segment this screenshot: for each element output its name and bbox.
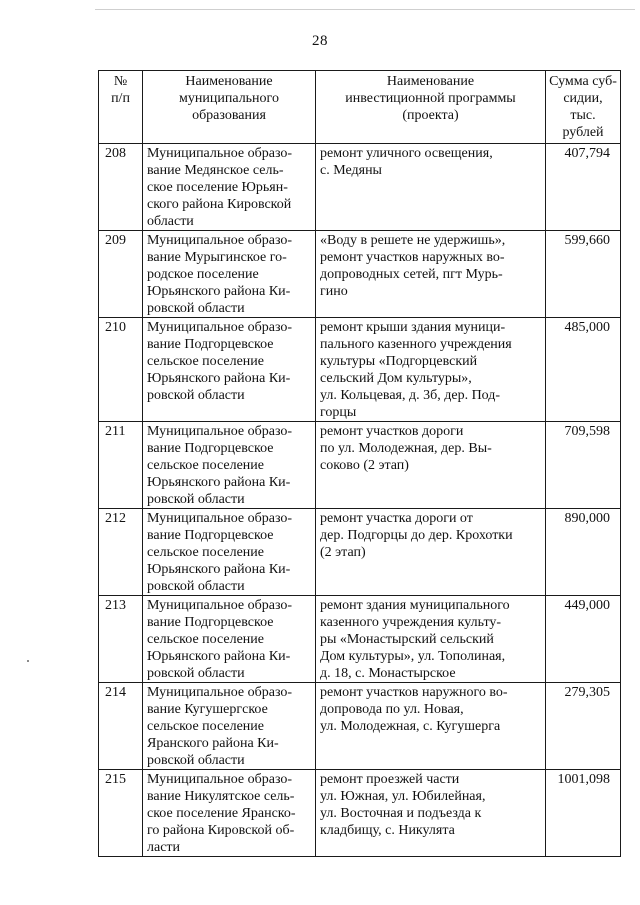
subsidy-table [98, 70, 621, 857]
project-cell: ремонт участков дороги по ул. Молодежная, дер. Вы- соково (2 этап) [316, 422, 546, 509]
table-row [99, 422, 621, 509]
table-row [99, 596, 621, 683]
subsidy-amount: 890,000 [546, 509, 621, 596]
municipality-cell: Муниципальное образо- вание Мурыгинское го- родское поселение Юрьянского района Ки- ровской области [143, 231, 316, 318]
municipality-cell: Муниципальное образо- вание Кугушергское сельское поселение Яранского района Ки- ровской области [143, 683, 316, 770]
municipality-cell: Муниципальное образо- вание Подгорцевское сельское поселение Юрьянского района Ки- ровской области [143, 509, 316, 596]
row-number: 211 [99, 422, 143, 509]
table-row [99, 144, 621, 231]
subsidy-amount: 449,000 [546, 596, 621, 683]
header-num: № п/п [99, 71, 143, 144]
subsidy-amount: 279,305 [546, 683, 621, 770]
subsidy-amount: 599,660 [546, 231, 621, 318]
municipality-cell: Муниципальное образо- вание Подгорцевское сельское поселение Юрьянского района Ки- ровской области [143, 422, 316, 509]
table-row [99, 318, 621, 422]
project-cell: ремонт крыши здания муници- пального казенного учреждения культуры «Подгорцевский сельский Дом культуры», ул. Кольцевая, д. 3б, дер. Под- горцы [316, 318, 546, 422]
header-municipality: Наименование муниципального образования [143, 71, 316, 144]
row-number: 212 [99, 509, 143, 596]
project-cell: ремонт здания муниципального казенного учреждения культу- ры «Монастырский сельский Дом культуры», ул. Тополиная, д. 18, с. Монастырское [316, 596, 546, 683]
row-number: 214 [99, 683, 143, 770]
municipality-cell: Муниципальное образо- вание Подгорцевское сельское поселение Юрьянского района Ки- ровской области [143, 596, 316, 683]
municipality-cell: Муниципальное образо- вание Подгорцевское сельское поселение Юрьянского района Ки- ровской области [143, 318, 316, 422]
header-project: Наименование инвестиционной программы (проекта) [316, 71, 546, 144]
table-row [99, 770, 621, 857]
subsidy-amount: 407,794 [546, 144, 621, 231]
row-number: 213 [99, 596, 143, 683]
municipality-cell: Муниципальное образо- вание Медянское сель- ское поселение Юрьян- ского района Кировской области [143, 144, 316, 231]
project-cell: ремонт участка дороги от дер. Подгорцы до дер. Крохотки (2 этап) [316, 509, 546, 596]
municipality-cell: Муниципальное образо- вание Никулятское сель- ское поселение Яранско- го района Кировской об- ласти [143, 770, 316, 857]
subsidy-amount: 1001,098 [546, 770, 621, 857]
project-cell: ремонт участков наружного во- допровода по ул. Новая, ул. Молодежная, с. Кугушерга [316, 683, 546, 770]
project-cell: ремонт проезжей части ул. Южная, ул. Юбилейная, ул. Восточная и подъезда к кладбищу, с. Никулята [316, 770, 546, 857]
table-row [99, 683, 621, 770]
project-cell: ремонт уличного освещения, с. Медяны [316, 144, 546, 231]
row-number: 210 [99, 318, 143, 422]
header-subsidy-sum: Сумма суб- сидии, тыс. рублей [546, 71, 621, 144]
subsidy-amount: 709,598 [546, 422, 621, 509]
row-number: 208 [99, 144, 143, 231]
table-header-row [99, 71, 621, 144]
page-number: 28 [312, 33, 328, 49]
top-rule [95, 9, 635, 10]
row-number: 209 [99, 231, 143, 318]
table-row [99, 231, 621, 318]
row-number: 215 [99, 770, 143, 857]
project-cell: «Воду в решете не удержишь», ремонт участков наружных во- допроводных сетей, пгт Мурь- гино [316, 231, 546, 318]
scan-speck [27, 660, 29, 662]
subsidy-amount: 485,000 [546, 318, 621, 422]
table-row [99, 509, 621, 596]
